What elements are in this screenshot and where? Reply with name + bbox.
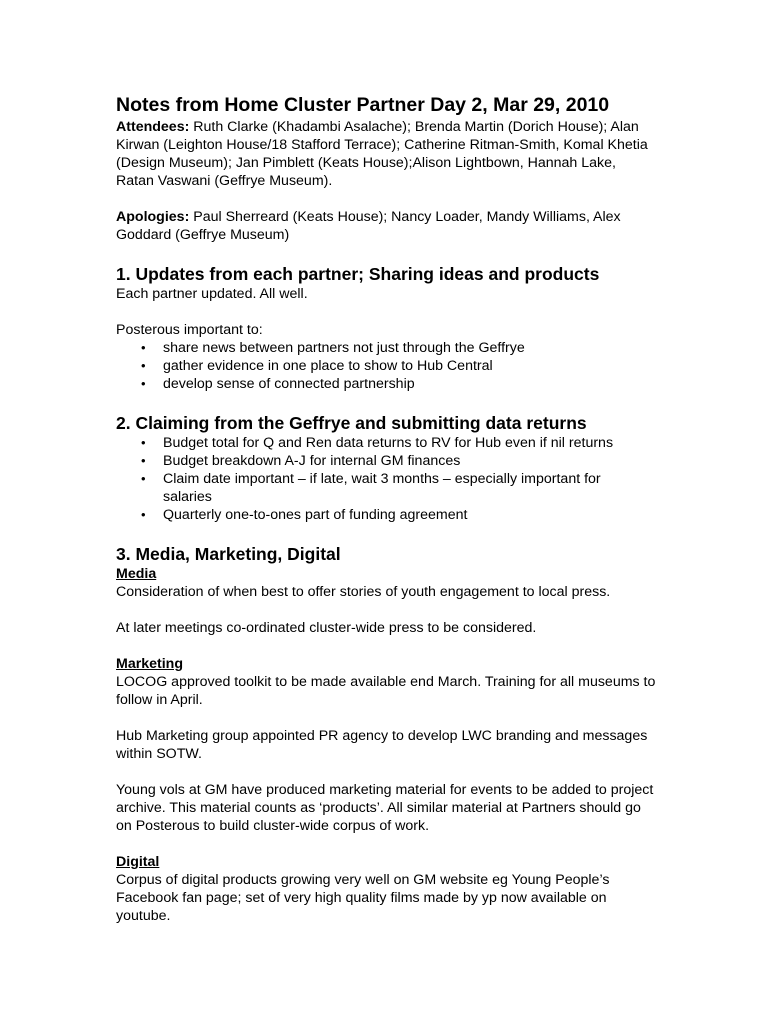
bullet-icon: • — [141, 358, 146, 373]
media-subheading: Media — [116, 566, 157, 582]
marketing-paragraph-3: Young vols at GM have produced marketing material for events to be added to project archive. This material counts as ‘products’. All similar material at Partners should go on Posterous to build cluster-wide corpus of work. — [116, 782, 654, 834]
media-paragraph-2: At later meetings co-ordinated cluster-wide press to be considered. — [116, 620, 537, 636]
attendees-text: Ruth Clarke (Khadambi Asalache); Brenda Martin (Dorich House); Alan Kirwan (Leighton House/18 Stafford Terrace); Catherine Ritman-Smith, Komal Khetia (Design Museum); Jan Pimblett (Keats House);Alison Lightbown, Hannah Lake, Ratan Vaswani (Geffrye Museum). — [116, 119, 648, 189]
bullet-icon: • — [141, 340, 146, 355]
list-item — [116, 506, 653, 524]
document-page — [116, 92, 656, 925]
document-title: Notes from Home Cluster Partner Day 2, Mar 29, 2010 — [116, 94, 610, 116]
bullet-icon: • — [141, 435, 146, 450]
list-item-text: share news between partners not just through the Geffrye — [163, 340, 525, 356]
list-item — [116, 357, 653, 375]
marketing-paragraph-2: Hub Marketing group appointed PR agency to develop LWC branding and messages within SOTW. — [116, 728, 648, 762]
section-1-paragraph-2: Posterous important to: — [116, 322, 263, 338]
list-item-text: Budget total for Q and Ren data returns to RV for Hub even if nil returns — [163, 435, 614, 451]
list-item-text: Quarterly one-to-ones part of funding agreement — [163, 507, 468, 523]
list-item — [116, 470, 653, 506]
list-item-text: develop sense of connected partnership — [163, 376, 415, 392]
section-2-heading: 2. Claiming from the Geffrye and submitting data returns — [116, 413, 587, 433]
attendees-label: Attendees: — [116, 119, 190, 135]
spacer — [116, 524, 656, 543]
apologies-paragraph — [116, 208, 656, 244]
list-item-text: Budget breakdown A-J for internal GM finances — [163, 453, 461, 469]
marketing-paragraph-1: LOCOG approved toolkit to be made available end March. Training for all museums to follow in April. — [116, 674, 656, 708]
marketing-subheading: Marketing — [116, 656, 184, 672]
spacer — [116, 601, 656, 619]
section-1-paragraph-1: Each partner updated. All well. — [116, 286, 308, 302]
list-item-text: gather evidence in one place to show to Hub Central — [163, 358, 493, 374]
spacer — [116, 709, 656, 727]
list-item — [116, 375, 653, 393]
spacer — [116, 190, 656, 208]
media-paragraph-1: Consideration of when best to offer stories of youth engagement to local press. — [116, 584, 611, 600]
section-1-heading: 1. Updates from each partner; Sharing ideas and products — [116, 264, 600, 284]
spacer — [116, 393, 656, 412]
list-item — [116, 339, 653, 357]
spacer — [116, 244, 656, 263]
attendees-paragraph — [116, 118, 656, 190]
list-item-text: Claim date important – if late, wait 3 months – especially important for salaries — [163, 471, 601, 505]
apologies-text: Paul Sherreard (Keats House); Nancy Loader, Mandy Williams, Alex Goddard (Geffrye Museum) — [116, 209, 621, 243]
spacer — [116, 763, 656, 781]
spacer — [116, 835, 656, 853]
section-1-bullet-list — [116, 339, 656, 393]
list-item — [116, 452, 653, 470]
spacer — [116, 637, 656, 655]
bullet-icon: • — [141, 507, 146, 522]
spacer — [116, 303, 656, 321]
bullet-icon: • — [141, 471, 146, 486]
digital-paragraph-1: Corpus of digital products growing very well on GM website eg Young People’s Facebook fan page; set of very high quality films made by yp now available on youtube. — [116, 872, 610, 924]
bullet-icon: • — [141, 453, 146, 468]
digital-subheading: Digital — [116, 854, 160, 870]
section-2-bullet-list — [116, 434, 656, 524]
section-3-heading: 3. Media, Marketing, Digital — [116, 544, 341, 564]
list-item — [116, 434, 653, 452]
apologies-label: Apologies: — [116, 209, 190, 225]
bullet-icon: • — [141, 376, 146, 391]
